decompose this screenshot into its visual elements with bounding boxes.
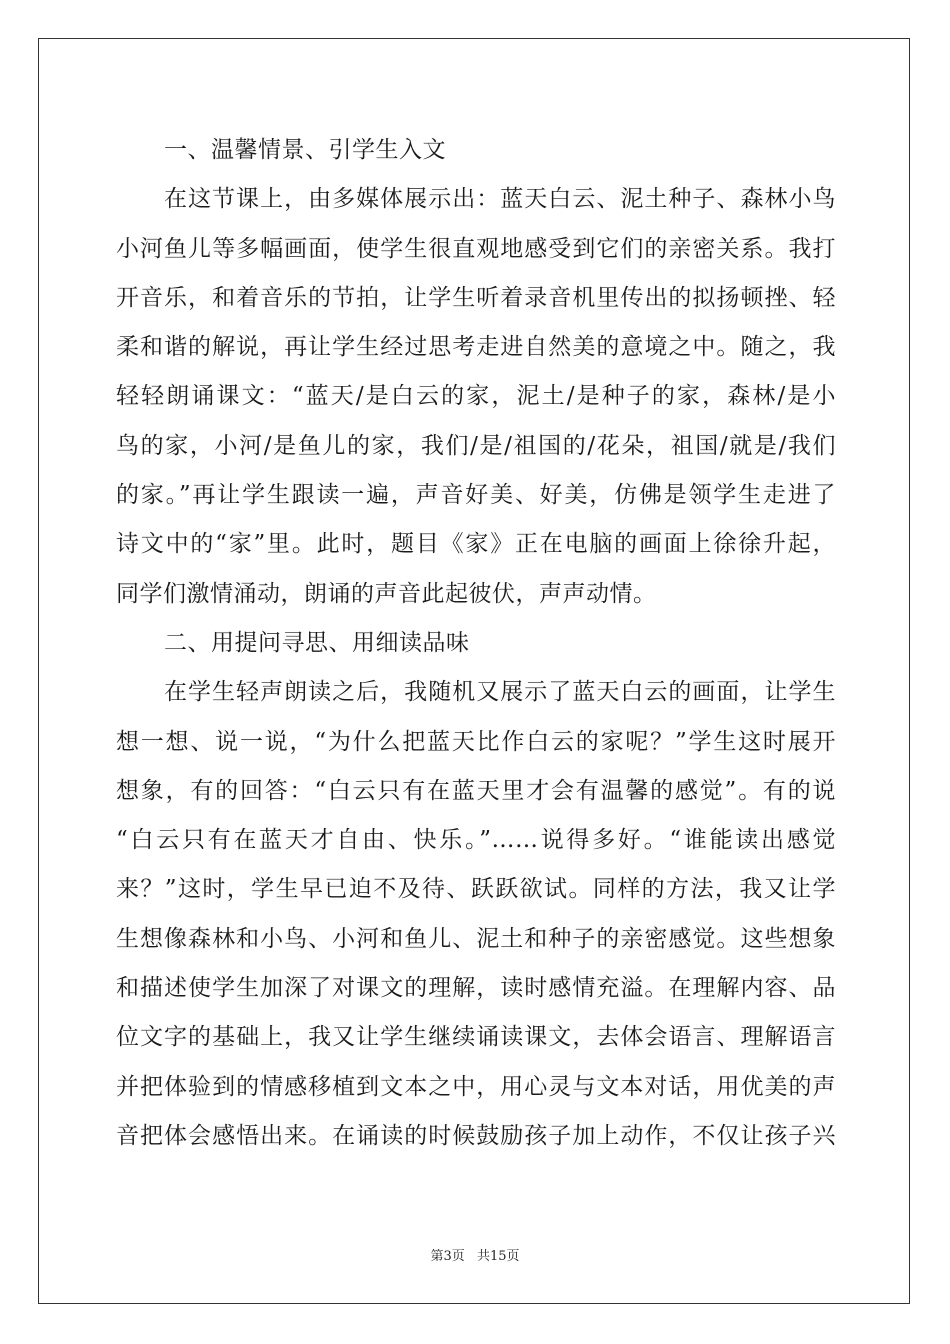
paragraph-line: 在这节课上，由多媒体展示出：蓝天白云、泥土种子、森林小鸟 bbox=[164, 186, 836, 213]
page-total: 共15页 bbox=[476, 1249, 520, 1264]
paragraph-line: 在学生轻声朗读之后，我随机又展示了蓝天白云的画面，让学生 bbox=[164, 679, 836, 706]
paragraph-line: 位文字的基础上，我又让学生继续诵读课文，去体会语言、理解语言 bbox=[116, 1024, 836, 1051]
paragraph-line: 小河鱼儿等多幅画面，使学生很直观地感受到它们的亲密关系。我打 bbox=[116, 235, 836, 262]
page-number: 第3页 bbox=[430, 1249, 465, 1264]
paragraph-line: 轻轻朗诵课文：“蓝天/是白云的家，泥土/是种子的家，森林/是小 bbox=[116, 383, 836, 410]
paragraph-line: 音把体会感悟出来。在诵读的时候鼓励孩子加上动作，不仅让孩子兴 bbox=[116, 1122, 836, 1149]
paragraph-line: 柔和谐的解说，再让学生经过思考走进自然美的意境之中。随之，我 bbox=[116, 334, 836, 361]
paragraph-line: 并把体验到的情感移植到文本之中，用心灵与文本对话，用优美的声 bbox=[116, 1073, 836, 1100]
section-heading-2: 二、用提问寻思、用细读品味 bbox=[164, 629, 470, 656]
section-heading-1: 一、温馨情景、引学生入文 bbox=[164, 137, 446, 163]
paragraph-line: 的家。”再让学生跟读一遍，声音好美、好美，仿佛是领学生走进了 bbox=[116, 482, 836, 509]
paragraph-line: 同学们激情涌动，朗诵的声音此起彼伏，声声动情。 bbox=[116, 580, 657, 607]
paragraph-line: 来？”这时，学生早已迫不及待、跃跃欲试。同样的方法，我又让学 bbox=[116, 876, 836, 903]
paragraph-line: “白云只有在蓝天才自由、快乐。”……说得多好。“谁能读出感觉 bbox=[116, 827, 836, 854]
paragraph-line: 开音乐，和着音乐的节拍，让学生听着录音机里传出的拟扬顿挫、轻 bbox=[116, 284, 836, 311]
page-footer bbox=[0, 1245, 950, 1264]
paragraph-line: 诗文中的“家”里。此时，题目《家》正在电脑的画面上徐徐升起， bbox=[116, 531, 836, 558]
paragraph-line: 想一想、说一说，“为什么把蓝天比作白云的家呢？”学生这时展开 bbox=[116, 728, 836, 755]
document-body bbox=[116, 126, 836, 1161]
paragraph-line: 和描述使学生加深了对课文的理解，读时感情充溢。在理解内容、品 bbox=[116, 975, 836, 1002]
paragraph-line: 想象，有的回答：“白云只有在蓝天里才会有温馨的感觉”。有的说 bbox=[116, 777, 836, 804]
paragraph-line: 鸟的家，小河/是鱼儿的家，我们/是/祖国的/花朵，祖国/就是/我们 bbox=[116, 432, 836, 459]
paragraph-line: 生想像森林和小鸟、小河和鱼儿、泥土和种子的亲密感觉。这些想象 bbox=[116, 925, 836, 952]
